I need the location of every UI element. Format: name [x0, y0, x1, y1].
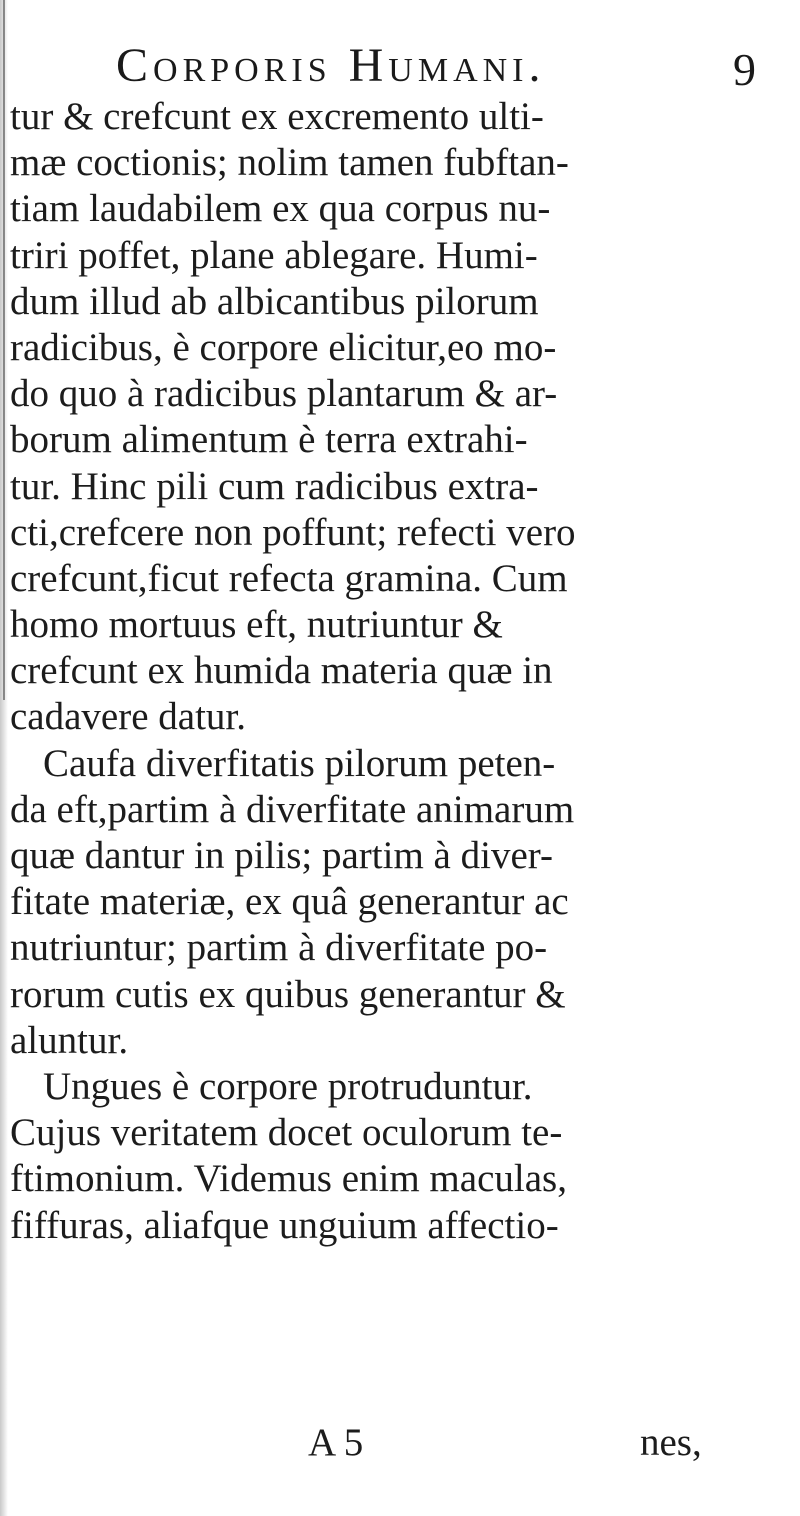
- text-line: rorum cutis ex quibus generantur &: [10, 972, 566, 1016]
- text-line: quæ dantur in pilis; partim à diver-: [10, 834, 553, 877]
- signature-mark: A 5: [308, 1421, 364, 1464]
- text-line: borum alimentum è terra extrahi-: [10, 418, 528, 462]
- text-line: ftimonium. Videmus enim maculas,: [10, 1157, 567, 1201]
- text-line: do quo à radicibus plantarum & ar-: [10, 372, 558, 416]
- text-line: triri poffet, plane ablegare. Humi-: [10, 233, 538, 277]
- paragraph-start-line: Ungues è corpore protruduntur.: [43, 1064, 533, 1108]
- text-line: nutriuntur; partim à diverfitate po-: [10, 926, 548, 970]
- page-number: 9: [733, 44, 756, 95]
- text-line: homo mortuus eft, nutriuntur &: [10, 603, 503, 647]
- text-line: cti,crefcere non poffunt; refecti vero: [10, 510, 576, 554]
- running-head: [116, 34, 756, 98]
- binding-gutter: [0, 0, 8, 1516]
- text-line: radicibus, è corpore elicitur,eo mo-: [10, 325, 557, 369]
- running-title: Corporis Humani.: [116, 39, 546, 92]
- text-line: dum illud ab albicantibus pilorum: [10, 279, 539, 323]
- text-line: crefcunt,ficut refecta gramina. Cum: [10, 556, 568, 600]
- text-line: crefcunt ex humida materia quæ in: [10, 649, 553, 693]
- text-line: tur & crefcunt ex excremento ulti-: [10, 95, 544, 138]
- text-line: tur. Hinc pili cum radicibus extra-: [10, 464, 539, 508]
- text-line: Cujus veritatem docet oculorum te-: [10, 1111, 563, 1155]
- binding-edge: [3, 0, 5, 700]
- text-line: da eft,partim à diverfitate animarum: [10, 787, 575, 831]
- text-line: mæ coctionis; nolim tamen fubftan-: [10, 141, 569, 185]
- paragraph-start-line: Caufa diverfitatis pilorum peten-: [43, 741, 556, 785]
- text-line: cadavere datur.: [10, 695, 247, 739]
- page-footer: [0, 1418, 800, 1468]
- text-line: aluntur.: [10, 1018, 129, 1062]
- text-line: fitate materiæ, ex quâ generantur ac: [10, 880, 569, 924]
- body-text: [10, 94, 800, 1249]
- text-line: tiam laudabilem ex qua corpus nu-: [10, 187, 551, 231]
- text-line: fiffuras, aliafque unguium affectio-: [10, 1203, 559, 1247]
- catchword: nes,: [640, 1421, 702, 1464]
